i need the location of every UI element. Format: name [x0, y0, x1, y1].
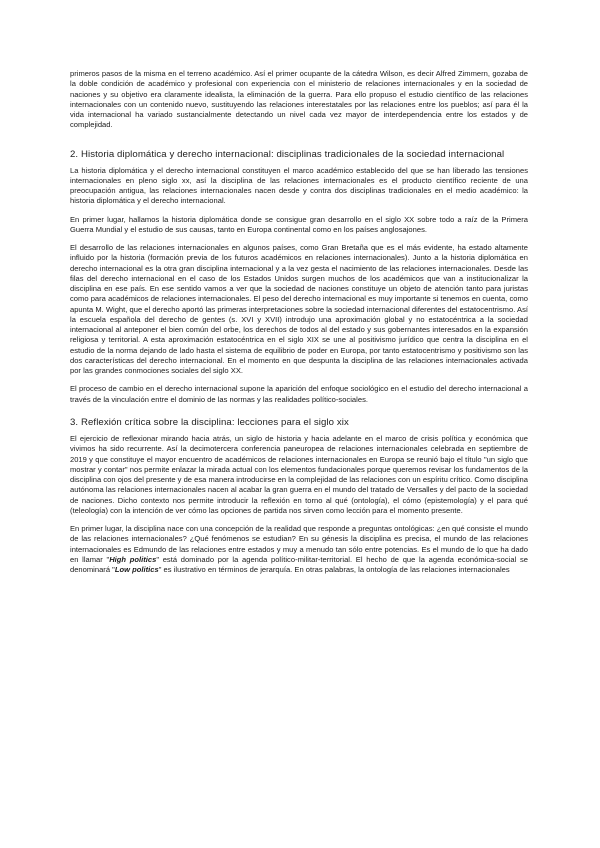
page-content [70, 69, 528, 583]
high-politics-term: High politics [109, 554, 157, 564]
section-3-heading: 3. Reflexión crítica sobre la disciplina: lecciones para el siglo xix [70, 416, 349, 428]
section-3-paragraph: El ejercicio de reflexionar mirando hacia atrás, un siglo de historia y hacia adelante en el marco de crisis política y económica que vivimos ha sido recurrente. Así la decimotercera conferencia paneuropea de relaciones internacionales celebrada en septiembre de 2019 y que constituye el mayor encuentro de académicos de relaciones internacionales en Europa se reunió bajo el título "un siglo que mostrar y contar" nos permite enlazar la mirada actual con los elementos fundacionales porque queremos revisar los fundamentos de la disciplina con ojos del presente y de esa manera introducirse en la complejidad de las relaciones con un espíritu crítico. Como disciplina autónoma las relaciones internacionales nacen al acabar la gran guerra en el mundo del tratado de Versalles y del pacto de la sociedad de naciones. Dicho contexto nos permite introducir la reflexión en torno al qué (ontología), el cómo (epistemología) y el para qué (teleología) con la intención de ver cómo las opciones de partida nos sirven como lección para el momento presente. [70, 434, 528, 515]
intro-paragraph: primeros pasos de la misma en el terreno académico. Así el primer ocupante de la cátedra Wilson, es decir Alfred Zimmern, gozaba de la doble condición de académico y profesional con experiencia con el ministerio de relaciones internacionales y en la sociedad de naciones y su objetivo era claramente idealista, la eliminación de la guerra. Para ello propuso el estudio científico de las relaciones internacionales con un contenido nuevo, sustituyendo las relaciones interestatales por las relaciones entre los pueblos; así para él la vida internacional ha variado sustancialmente detectando un nivel cada vez mayor de interdependencia entre los estados y de complejidad. [70, 69, 528, 130]
section-2-paragraph: El desarrollo de las relaciones internacionales en algunos países, como Gran Bretaña que es el más evidente, ha estado altamente influido por la historia (formación previa de los futuros académicos en relaciones internacionales). Junto a la historia diplomática en derecho internacional es la otra gran disciplina internacional y a la vez gesta el nacimiento de las relaciones internacionales. Desde las filas del derecho internacional en el caso de los Estados Unidos surgen muchos de los académicos que van a institucionalizar la disciplina en ese país. En ese sentido vamos a ver que la sociedad de naciones constituye un objeto de atención tanto para juristas como para académicos de relaciones internacionales. El peso del derecho internacional es muy importante si tenemos en cuenta, como apunta M. Wight, que el derecho aportó las primeras interpretaciones sobre la sociedad internacional diferentes del estatocentrismo. Así la escuela española del derecho de gentes (s. XVI y XVII) introdujo una aproximación global y no estatocéntrica a la sociedad internacional al anteponer el bien común del orbe, los derechos de todos al del estado y sus gobernantes interesados en la expansión religiosa y territorial. A esta aproximación estatocéntrica en el siglo XIX se une al positivismo jurídico que centra la disciplina en el estudio de la norma dejando de lado hasta el sistema de equilibrio de poder en Europa, por tanto estatocentrismo y positivismo son las dos características del derecho internacional. En el momento en que despunta la disciplina de las relaciones internacionales activada por las grandes conmociones sociales del siglo XX. [70, 243, 528, 376]
section-2-paragraph: En primer lugar, hallamos la historia diplomática donde se consigue gran desarrollo en el siglo XX sobre todo a raíz de la Primera Guerra Mundial y el estudio de sus causas, tanto en Europa continental como en los países anglosajones. [70, 214, 528, 234]
section-3-paragraph-ontology [70, 524, 528, 575]
section-2-heading: 2. Historia diplomática y derecho internacional: disciplinas tradicionales de la sociedad internacional [70, 148, 505, 160]
section-2-paragraph: El proceso de cambio en el derecho internacional supone la aparición del enfoque sociológico en el estudio del derecho internacional a través de la vinculación entre el dominio de las normas y las realidades político-sociales. [70, 384, 528, 404]
paragraph-text: " está dominado por la agenda político-militar-territorial. El hecho de que la agenda económica-social se denominará " [70, 554, 528, 575]
low-politics-term: Low politics [114, 565, 159, 575]
paragraph-text: " es ilustrativo en términos de jerarquía. En otras palabras, la ontología de las relaciones internacionales [158, 565, 510, 575]
section-2-paragraph: La historia diplomática y el derecho internacional constituyen el marco académico establecido del que se han liberado las tensiones internacionales en pleno siglo xx, así la disciplina de las relaciones internacionales es el producto científico reciente de una preocupación antigua, las relaciones internacionales nacen desde y contra dos disciplinas tradicionales en el medio académico: la historia diplomática y el derecho internacional. [70, 165, 528, 206]
paragraph-text: En primer lugar, la disciplina nace con una concepción de la realidad que responde a preguntas ontológicas: ¿en qué consiste el mundo de las relaciones internacionales? ¿Qué fenómenos se estudian? En su génesis la disciplina es precisa, el mundo de las relaciones internacionales es Edmundo de las relaciones entre estados y muy a menudo tan sólo entre potencias. Es el mundo de lo que ha dado en llamar " [70, 524, 528, 564]
